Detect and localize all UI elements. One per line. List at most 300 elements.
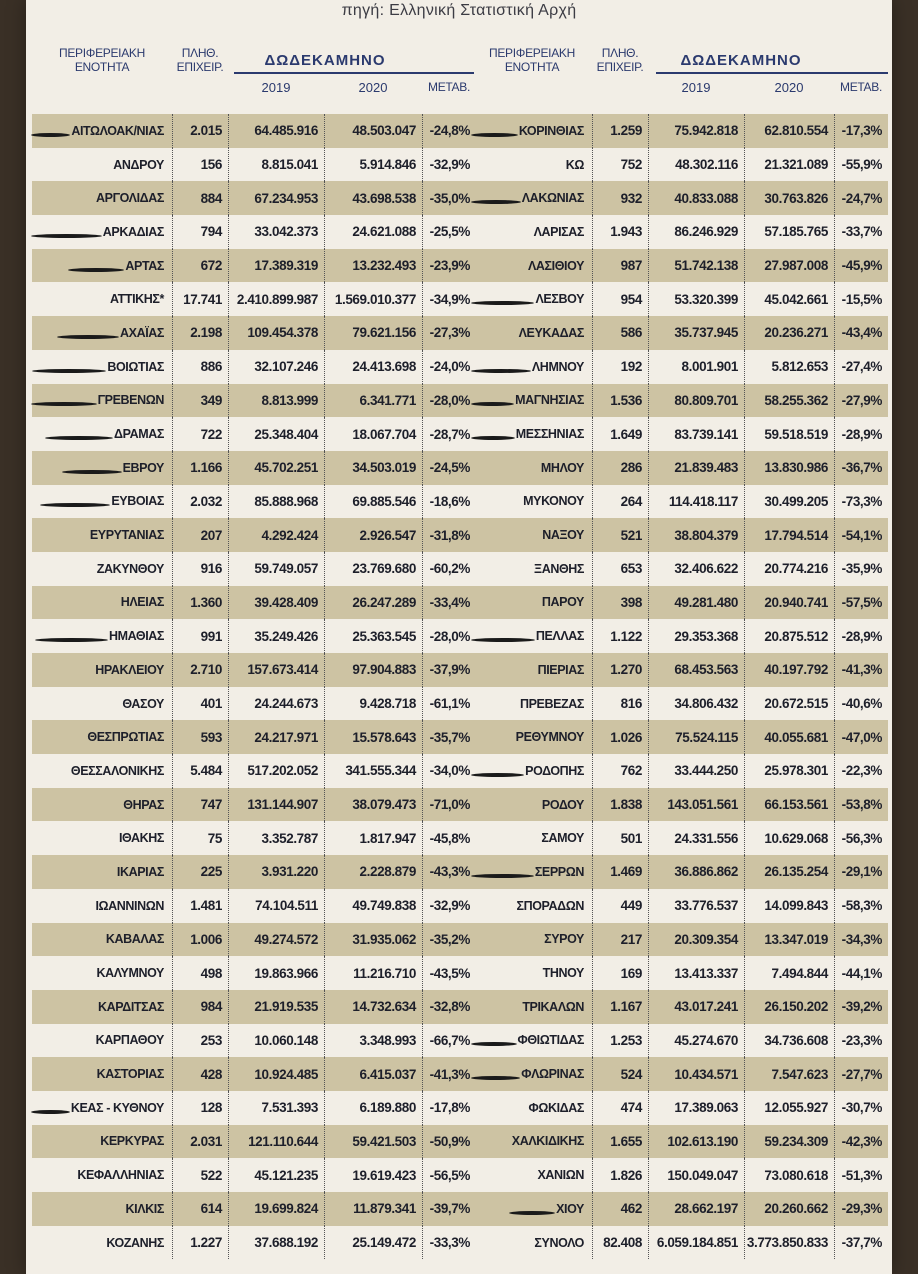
region-cell (32, 788, 172, 822)
count-cell: 1.166 (172, 451, 228, 485)
region-cell (472, 518, 592, 552)
table-row (32, 720, 476, 754)
count-cell: 524 (592, 1057, 648, 1091)
value-2019-cell: 35.737.945 (648, 316, 744, 350)
value-2020-cell: 1.569.010.377 (324, 282, 422, 316)
region-name: ΛΕΥΚΑΔΑΣ (518, 325, 584, 340)
count-cell: 225 (172, 855, 228, 889)
value-2020-cell: 6.341.771 (324, 384, 422, 418)
value-2020-cell: 20.774.216 (744, 552, 834, 586)
count-cell: 752 (592, 148, 648, 182)
change-cell: -41,3% (422, 1057, 476, 1091)
table-row (32, 181, 476, 215)
change-cell: -56,5% (422, 1158, 476, 1192)
region-cell (472, 990, 592, 1024)
region-cell (472, 1192, 592, 1226)
value-2019-cell: 45.121.235 (228, 1158, 324, 1192)
count-cell: 932 (592, 181, 648, 215)
region-name: ΦΩΚΙΔΑΣ (528, 1100, 584, 1115)
change-cell: -17,3% (834, 114, 888, 148)
header-rule (656, 72, 888, 74)
count-cell: 794 (172, 215, 228, 249)
region-name: ΚΕΦΑΛΛΗΝΙΑΣ (77, 1168, 164, 1183)
count-cell: 1.536 (592, 384, 648, 418)
table-row (32, 451, 476, 485)
change-cell: -28,0% (422, 384, 476, 418)
value-2019-cell: 8.001.901 (648, 350, 744, 384)
region-name: ΑΤΤΙΚΗΣ* (110, 292, 164, 307)
region-cell (32, 485, 172, 519)
header-region-line1: ΠΕΡΙΦΕΡΕΙΑΚΗ (488, 46, 575, 60)
value-2020-cell: 24.413.698 (324, 350, 422, 384)
region-name: ΕΥΒΟΙΑΣ (111, 494, 164, 509)
change-cell: -58,3% (834, 889, 888, 923)
change-cell: -41,3% (834, 653, 888, 687)
table-row (472, 485, 888, 519)
table-row (32, 215, 476, 249)
region-name: ΚΟΖΑΝΗΣ (106, 1235, 164, 1250)
count-cell: 1.649 (592, 417, 648, 451)
count-cell: 169 (592, 956, 648, 990)
count-cell: 2.710 (172, 653, 228, 687)
value-2019-cell: 34.806.432 (648, 687, 744, 721)
region-cell (472, 687, 592, 721)
value-2019-cell: 20.309.354 (648, 923, 744, 957)
highlighter-circle (471, 773, 524, 777)
region-cell (32, 821, 172, 855)
header-year-2020: 2020 (774, 80, 804, 95)
region-cell (472, 552, 592, 586)
region-name: ΚΙΛΚΙΣ (125, 1201, 164, 1216)
value-2019-cell: 6.059.184.851 (648, 1226, 744, 1260)
value-2019-cell: 28.662.197 (648, 1192, 744, 1226)
value-2019-cell: 39.428.409 (228, 586, 324, 620)
value-2019-cell: 33.444.250 (648, 754, 744, 788)
region-cell (32, 282, 172, 316)
change-cell: -35,0% (422, 181, 476, 215)
highlighter-circle (31, 234, 102, 238)
region-name: ΣΑΜΟΥ (541, 831, 584, 846)
change-cell: -29,1% (834, 855, 888, 889)
region-name: ΠΑΡΟΥ (541, 595, 584, 610)
change-cell: -71,0% (422, 788, 476, 822)
table-row (472, 956, 888, 990)
change-cell: -32,9% (422, 889, 476, 923)
header-change: ΜΕΤΑΒ. (840, 80, 882, 94)
region-cell (472, 1057, 592, 1091)
region-cell (472, 619, 592, 653)
region-name: ΑΡΤΑΣ (125, 258, 164, 273)
highlighter-circle (509, 1211, 555, 1215)
count-cell: 1.227 (172, 1226, 228, 1260)
table-row (472, 518, 888, 552)
value-2019-cell: 24.331.556 (648, 821, 744, 855)
header-twelve-month: ΔΩΔΕΚΑΜΗΝΟ (680, 52, 802, 69)
region-cell (32, 956, 172, 990)
region-name: ΡΟΔΟΥ (541, 797, 584, 812)
region-name: ΑΝΔΡΟΥ (113, 157, 164, 172)
value-2019-cell: 51.742.138 (648, 249, 744, 283)
value-2019-cell: 121.110.644 (228, 1125, 324, 1159)
value-2020-cell: 34.503.019 (324, 451, 422, 485)
region-cell (472, 384, 592, 418)
count-cell: 156 (172, 148, 228, 182)
table-row (472, 552, 888, 586)
value-2020-cell: 40.055.681 (744, 720, 834, 754)
region-cell (32, 1024, 172, 1058)
region-cell (32, 1226, 172, 1260)
value-2020-cell: 13.232.493 (324, 249, 422, 283)
table-row (472, 855, 888, 889)
change-cell: -35,2% (422, 923, 476, 957)
region-cell (32, 687, 172, 721)
value-2020-cell: 45.042.661 (744, 282, 834, 316)
value-2020-cell: 13.347.019 (744, 923, 834, 957)
region-name: ΔΡΑΜΑΣ (114, 427, 164, 442)
table-row (32, 754, 476, 788)
change-cell: -45,8% (422, 821, 476, 855)
value-2020-cell: 62.810.554 (744, 114, 834, 148)
region-name: ΡΕΘΥΜΝΟΥ (515, 730, 584, 745)
count-cell: 722 (172, 417, 228, 451)
count-cell: 954 (592, 282, 648, 316)
change-cell: -34,0% (422, 754, 476, 788)
region-name: ΗΛΕΙΑΣ (120, 595, 164, 610)
count-cell: 916 (172, 552, 228, 586)
value-2019-cell: 17.389.063 (648, 1091, 744, 1125)
header-region-line1: ΠΕΡΙΦΕΡΕΙΑΚΗ (58, 46, 145, 60)
value-2020-cell: 13.830.986 (744, 451, 834, 485)
value-2020-cell: 57.185.765 (744, 215, 834, 249)
count-cell: 762 (592, 754, 648, 788)
count-cell: 474 (592, 1091, 648, 1125)
region-name: ΧΑΛΚΙΔΙΚΗΣ (511, 1134, 584, 1149)
value-2019-cell: 38.804.379 (648, 518, 744, 552)
highlighter-circle (68, 268, 125, 272)
change-cell: -15,5% (834, 282, 888, 316)
count-cell: 2.031 (172, 1125, 228, 1159)
region-cell (472, 1226, 592, 1260)
count-cell: 747 (172, 788, 228, 822)
change-cell: -32,9% (422, 148, 476, 182)
region-name: ΤΡΙΚΑΛΩΝ (522, 999, 584, 1014)
table-row (472, 586, 888, 620)
table-row (472, 990, 888, 1024)
count-cell: 128 (172, 1091, 228, 1125)
region-cell (32, 518, 172, 552)
value-2019-cell: 35.249.426 (228, 619, 324, 653)
value-2019-cell: 19.863.966 (228, 956, 324, 990)
count-cell: 991 (172, 619, 228, 653)
value-2019-cell: 48.302.116 (648, 148, 744, 182)
change-cell: -33,4% (422, 586, 476, 620)
region-name: ΣΠΟΡΑΔΩΝ (516, 898, 584, 913)
count-cell: 1.943 (592, 215, 648, 249)
change-cell: -31,8% (422, 518, 476, 552)
header-count-line2: ΕΠΙΧΕΙΡ. (596, 60, 644, 74)
count-cell: 17.741 (172, 282, 228, 316)
value-2020-cell: 79.621.156 (324, 316, 422, 350)
value-2019-cell: 3.931.220 (228, 855, 324, 889)
region-name: ΒΟΙΩΤΙΑΣ (107, 359, 164, 374)
value-2020-cell: 58.255.362 (744, 384, 834, 418)
value-2020-cell: 59.234.309 (744, 1125, 834, 1159)
value-2020-cell: 9.428.718 (324, 687, 422, 721)
value-2020-cell: 10.629.068 (744, 821, 834, 855)
value-2019-cell: 67.234.953 (228, 181, 324, 215)
region-cell (32, 215, 172, 249)
region-name: ΦΘΙΩΤΙΔΑΣ (517, 1033, 584, 1048)
region-cell (32, 316, 172, 350)
value-2019-cell: 8.813.999 (228, 384, 324, 418)
count-cell: 1.006 (172, 923, 228, 957)
table-row (32, 417, 476, 451)
region-name: ΑΙΤΩΛΟΑΚ/ΝΙΑΣ (71, 123, 164, 138)
change-cell: -55,9% (834, 148, 888, 182)
count-cell: 498 (172, 956, 228, 990)
table-row (472, 148, 888, 182)
region-cell (32, 114, 172, 148)
value-2020-cell: 25.978.301 (744, 754, 834, 788)
highlighter-circle (35, 638, 108, 642)
region-name: ΚΕΡΚΥΡΑΣ (100, 1134, 164, 1149)
count-cell: 428 (172, 1057, 228, 1091)
highlighter-circle (45, 436, 113, 440)
highlighter-circle (471, 436, 515, 440)
value-2019-cell: 33.042.373 (228, 215, 324, 249)
region-cell (32, 148, 172, 182)
count-cell: 816 (592, 687, 648, 721)
value-2020-cell: 20.940.741 (744, 586, 834, 620)
change-cell: -43,3% (422, 855, 476, 889)
value-2019-cell: 80.809.701 (648, 384, 744, 418)
value-2020-cell: 25.363.545 (324, 619, 422, 653)
change-cell: -43,5% (422, 956, 476, 990)
region-name: ΚΑΒΑΛΑΣ (105, 932, 164, 947)
count-cell: 521 (592, 518, 648, 552)
table-row (32, 249, 476, 283)
region-name: ΗΡΑΚΛΕΙΟΥ (95, 662, 164, 677)
value-2020-cell: 26.150.202 (744, 990, 834, 1024)
value-2019-cell: 150.049.047 (648, 1158, 744, 1192)
value-2019-cell: 114.418.117 (648, 485, 744, 519)
change-cell: -42,3% (834, 1125, 888, 1159)
highlighter-circle (471, 1042, 517, 1046)
value-2019-cell: 143.051.561 (648, 788, 744, 822)
region-name: ΧΙΟΥ (556, 1201, 584, 1216)
table-row (472, 215, 888, 249)
table-left (32, 38, 476, 1259)
change-cell: -28,7% (422, 417, 476, 451)
table-row (32, 788, 476, 822)
value-2019-cell: 3.352.787 (228, 821, 324, 855)
value-2020-cell: 69.885.546 (324, 485, 422, 519)
value-2019-cell: 49.274.572 (228, 923, 324, 957)
region-name: ΛΑΡΙΣΑΣ (533, 224, 584, 239)
region-name: ΠΡΕΒΕΖΑΣ (519, 696, 584, 711)
count-cell: 2.015 (172, 114, 228, 148)
value-2019-cell: 86.246.929 (648, 215, 744, 249)
value-2020-cell: 23.769.680 (324, 552, 422, 586)
region-cell (32, 249, 172, 283)
table-row (32, 855, 476, 889)
table-row (32, 552, 476, 586)
region-name: ΚΑΡΠΑΘΟΥ (95, 1033, 164, 1048)
value-2020-cell: 11.216.710 (324, 956, 422, 990)
value-2020-cell: 73.080.618 (744, 1158, 834, 1192)
value-2020-cell: 17.794.514 (744, 518, 834, 552)
table-row (32, 1226, 476, 1260)
region-name: ΘΕΣΣΑΛΟΝΙΚΗΣ (70, 763, 164, 778)
table-row (32, 619, 476, 653)
value-2020-cell: 27.987.008 (744, 249, 834, 283)
region-cell (472, 451, 592, 485)
table-row (472, 923, 888, 957)
change-cell: -25,5% (422, 215, 476, 249)
value-2020-cell: 30.499.205 (744, 485, 834, 519)
table-row (32, 821, 476, 855)
region-name: ΕΥΡΥΤΑΝΙΑΣ (89, 528, 164, 543)
table-left-header (32, 38, 476, 114)
count-cell: 264 (592, 485, 648, 519)
highlighter-circle (31, 402, 97, 406)
region-cell (472, 417, 592, 451)
count-cell: 1.167 (592, 990, 648, 1024)
header-twelve-month: ΔΩΔΕΚΑΜΗΝΟ (264, 52, 386, 69)
change-cell: -60,2% (422, 552, 476, 586)
change-cell: -43,4% (834, 316, 888, 350)
region-cell (32, 990, 172, 1024)
table-row (472, 788, 888, 822)
table-row (472, 720, 888, 754)
region-cell (32, 181, 172, 215)
value-2019-cell: 17.389.319 (228, 249, 324, 283)
region-cell (32, 754, 172, 788)
region-cell (472, 788, 592, 822)
change-cell: -34,9% (422, 282, 476, 316)
change-cell: -30,7% (834, 1091, 888, 1125)
value-2019-cell: 83.739.141 (648, 417, 744, 451)
region-cell (32, 889, 172, 923)
region-cell (472, 889, 592, 923)
region-cell (32, 552, 172, 586)
table-row (32, 518, 476, 552)
header-year-2019: 2019 (681, 80, 711, 95)
region-cell (472, 586, 592, 620)
region-name: ΙΩΑΝΝΙΝΩΝ (95, 898, 164, 913)
change-cell: -50,9% (422, 1125, 476, 1159)
region-name: ΙΚΑΡΙΑΣ (116, 864, 164, 879)
count-cell: 75 (172, 821, 228, 855)
value-2020-cell: 5.914.846 (324, 148, 422, 182)
region-name: ΠΕΛΛΑΣ (535, 629, 584, 644)
table-row (472, 282, 888, 316)
table-row (32, 889, 476, 923)
value-2020-cell: 59.421.503 (324, 1125, 422, 1159)
table-row (32, 990, 476, 1024)
region-cell (32, 1125, 172, 1159)
region-name: ΜΑΓΝΗΣΙΑΣ (515, 393, 584, 408)
table-row (472, 1057, 888, 1091)
header-count-line1: ΠΛΗΘ. (601, 46, 639, 60)
header-region-line2: ΕΝΟΤΗΤΑ (504, 60, 560, 74)
value-2020-cell: 5.812.653 (744, 350, 834, 384)
value-2020-cell: 18.067.704 (324, 417, 422, 451)
region-name: ΡΟΔΟΠΗΣ (525, 763, 584, 778)
value-2019-cell: 59.749.057 (228, 552, 324, 586)
region-cell (472, 754, 592, 788)
region-name: ΣΥΝΟΛΟ (534, 1235, 584, 1250)
table-row (472, 350, 888, 384)
value-2020-cell: 97.904.883 (324, 653, 422, 687)
table-row (32, 384, 476, 418)
region-cell (472, 923, 592, 957)
table-row (32, 316, 476, 350)
highlighter-circle (471, 301, 534, 305)
table-row (472, 1158, 888, 1192)
change-cell: -23,9% (422, 249, 476, 283)
change-cell: -35,7% (422, 720, 476, 754)
change-cell: -36,7% (834, 451, 888, 485)
table-row (32, 1125, 476, 1159)
region-name: ΙΘΑΚΗΣ (118, 831, 164, 846)
change-cell: -28,9% (834, 619, 888, 653)
region-name: ΜΗΛΟΥ (540, 460, 584, 475)
table-row (472, 451, 888, 485)
value-2020-cell: 20.875.512 (744, 619, 834, 653)
count-cell: 1.469 (592, 855, 648, 889)
table-left-rows (32, 114, 476, 1259)
change-cell: -47,0% (834, 720, 888, 754)
count-cell: 1.360 (172, 586, 228, 620)
highlighter-circle (471, 133, 518, 137)
region-name: ΜΕΣΣΗΝΙΑΣ (515, 427, 584, 442)
count-cell: 401 (172, 687, 228, 721)
header-region (472, 46, 592, 74)
region-cell (472, 215, 592, 249)
count-cell: 286 (592, 451, 648, 485)
table-row (472, 687, 888, 721)
value-2019-cell: 49.281.480 (648, 586, 744, 620)
value-2020-cell: 66.153.561 (744, 788, 834, 822)
value-2020-cell: 14.732.634 (324, 990, 422, 1024)
value-2019-cell: 33.776.537 (648, 889, 744, 923)
count-cell: 192 (592, 350, 648, 384)
table-row (32, 114, 476, 148)
value-2020-cell: 26.247.289 (324, 586, 422, 620)
value-2020-cell: 43.698.538 (324, 181, 422, 215)
table-row (32, 1024, 476, 1058)
table-row (472, 1192, 888, 1226)
count-cell: 217 (592, 923, 648, 957)
table-row (32, 148, 476, 182)
count-cell: 614 (172, 1192, 228, 1226)
change-cell: -37,9% (422, 653, 476, 687)
count-cell: 586 (592, 316, 648, 350)
value-2020-cell: 49.749.838 (324, 889, 422, 923)
region-name: ΑΡΓΟΛΙΔΑΣ (96, 191, 164, 206)
count-cell: 462 (592, 1192, 648, 1226)
count-cell: 2.198 (172, 316, 228, 350)
table-total-row (472, 1226, 888, 1260)
table-row (472, 316, 888, 350)
value-2019-cell: 37.688.192 (228, 1226, 324, 1260)
change-cell: -39,7% (422, 1192, 476, 1226)
count-cell: 1.481 (172, 889, 228, 923)
table-row (32, 653, 476, 687)
region-cell (32, 720, 172, 754)
value-2020-cell: 1.817.947 (324, 821, 422, 855)
